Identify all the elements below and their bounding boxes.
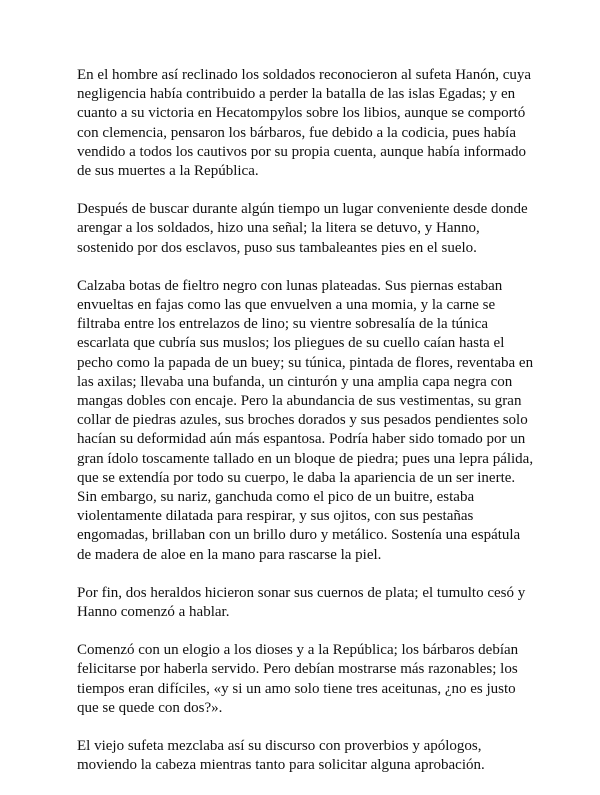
text-line: sostenido por dos esclavos, puso sus tambaleantes pies en el suelo.	[77, 239, 477, 256]
text-line: pecho como la papada de un buey; su túnica, pintada de flores, reventaba en	[77, 354, 534, 371]
text-line: las axilas; llevaba una bufanda, un cinturón y una amplia capa negra con	[77, 373, 513, 390]
text-line: engomadas, brillaban con un brillo duro y metálico. Sostenía una espátula	[77, 527, 521, 544]
paragraph	[77, 66, 532, 181]
text-line: hacían su deformidad aún más espantosa. Podría haber sido tomado por un	[77, 431, 526, 448]
text-line: que se quede con dos?».	[77, 699, 223, 716]
text-line: de sus muertes a la República.	[77, 163, 259, 180]
text-line: Hanno comenzó a hablar.	[77, 604, 230, 621]
paragraph	[77, 737, 529, 775]
text-line: En el hombre así reclinado los soldados reconocieron al sufeta Hanón, cuya	[77, 67, 532, 83]
text-line: Después de buscar durante algún tiempo un lugar conveniente desde donde	[77, 201, 528, 218]
text-line: que se extendía por todo su cuerpo, le daba la apariencia de un ser inerte.	[77, 469, 516, 486]
text-line: Por fin, dos heraldos hicieron sonar sus cuernos de plata; el tumulto cesó y	[77, 584, 526, 601]
text-line: vendido a todos los cautivos por su propia cuenta, aunque había informado	[77, 143, 527, 160]
text-line: Calzaba botas de fieltro negro con lunas plateadas. Sus piernas estaban	[77, 277, 503, 294]
text-line: envueltas en fajas como las que envuelven a una momia, y la carne se	[77, 297, 496, 314]
text-line: cuanto a su victoria en Hecatompylos sobre los libios, aunque se comportó	[77, 105, 526, 122]
text-line: escarlata que cubría sus muslos; los pliegues de su cuello caían hasta el	[77, 335, 505, 352]
text-line: filtraba entre los entrelazos de lino; su vientre sobresalía de la túnica	[77, 316, 489, 333]
text-line: collar de piedras azules, sus broches dorados y sus pesados pendientes solo	[77, 412, 528, 429]
paragraph	[77, 584, 529, 622]
text-line: felicitarse por haberla servido. Pero debían mostrarse más razonables; los	[77, 661, 518, 678]
paragraph	[77, 277, 534, 565]
text-line: Sin embargo, su nariz, ganchuda como el pico de un buitre, estaba	[77, 489, 475, 506]
text-line: violentamente dilatada para respirar, y sus ojitos, con sus pestañas	[77, 508, 474, 525]
paragraph	[77, 641, 529, 718]
text-line: arengar a los soldados, hizo una señal; la litera se detuvo, y Hanno,	[77, 220, 480, 237]
text-line: El viejo sufeta mezclaba así su discurso con proverbios y apólogos,	[77, 738, 482, 755]
text-line: Comenzó con un elogio a los dioses y a la República; los bárbaros debían	[77, 642, 519, 659]
text-line: con clemencia, pensaron los bárbaros, fue debido a la codicia, pues había	[77, 124, 516, 141]
text-line: de madera de aloe en la mano para rascarse la piel.	[77, 546, 382, 563]
text-line: moviendo la cabeza mientras tanto para solicitar alguna aprobación.	[77, 757, 485, 774]
paragraph	[77, 200, 529, 258]
text-line: negligencia había contribuido a perder la batalla de las islas Egadas; y en	[77, 86, 516, 103]
text-line: tiempos eran difíciles, «y si un amo solo tiene tres aceitunas, ¿no es justo	[77, 680, 516, 697]
text-line: mangas dobles con encaje. Pero la abundancia de sus vestimentas, su gran	[77, 393, 522, 410]
body-text	[77, 66, 534, 795]
text-line: gran ídolo toscamente tallado en un bloque de piedra; pues una lepra pálida,	[77, 450, 534, 467]
